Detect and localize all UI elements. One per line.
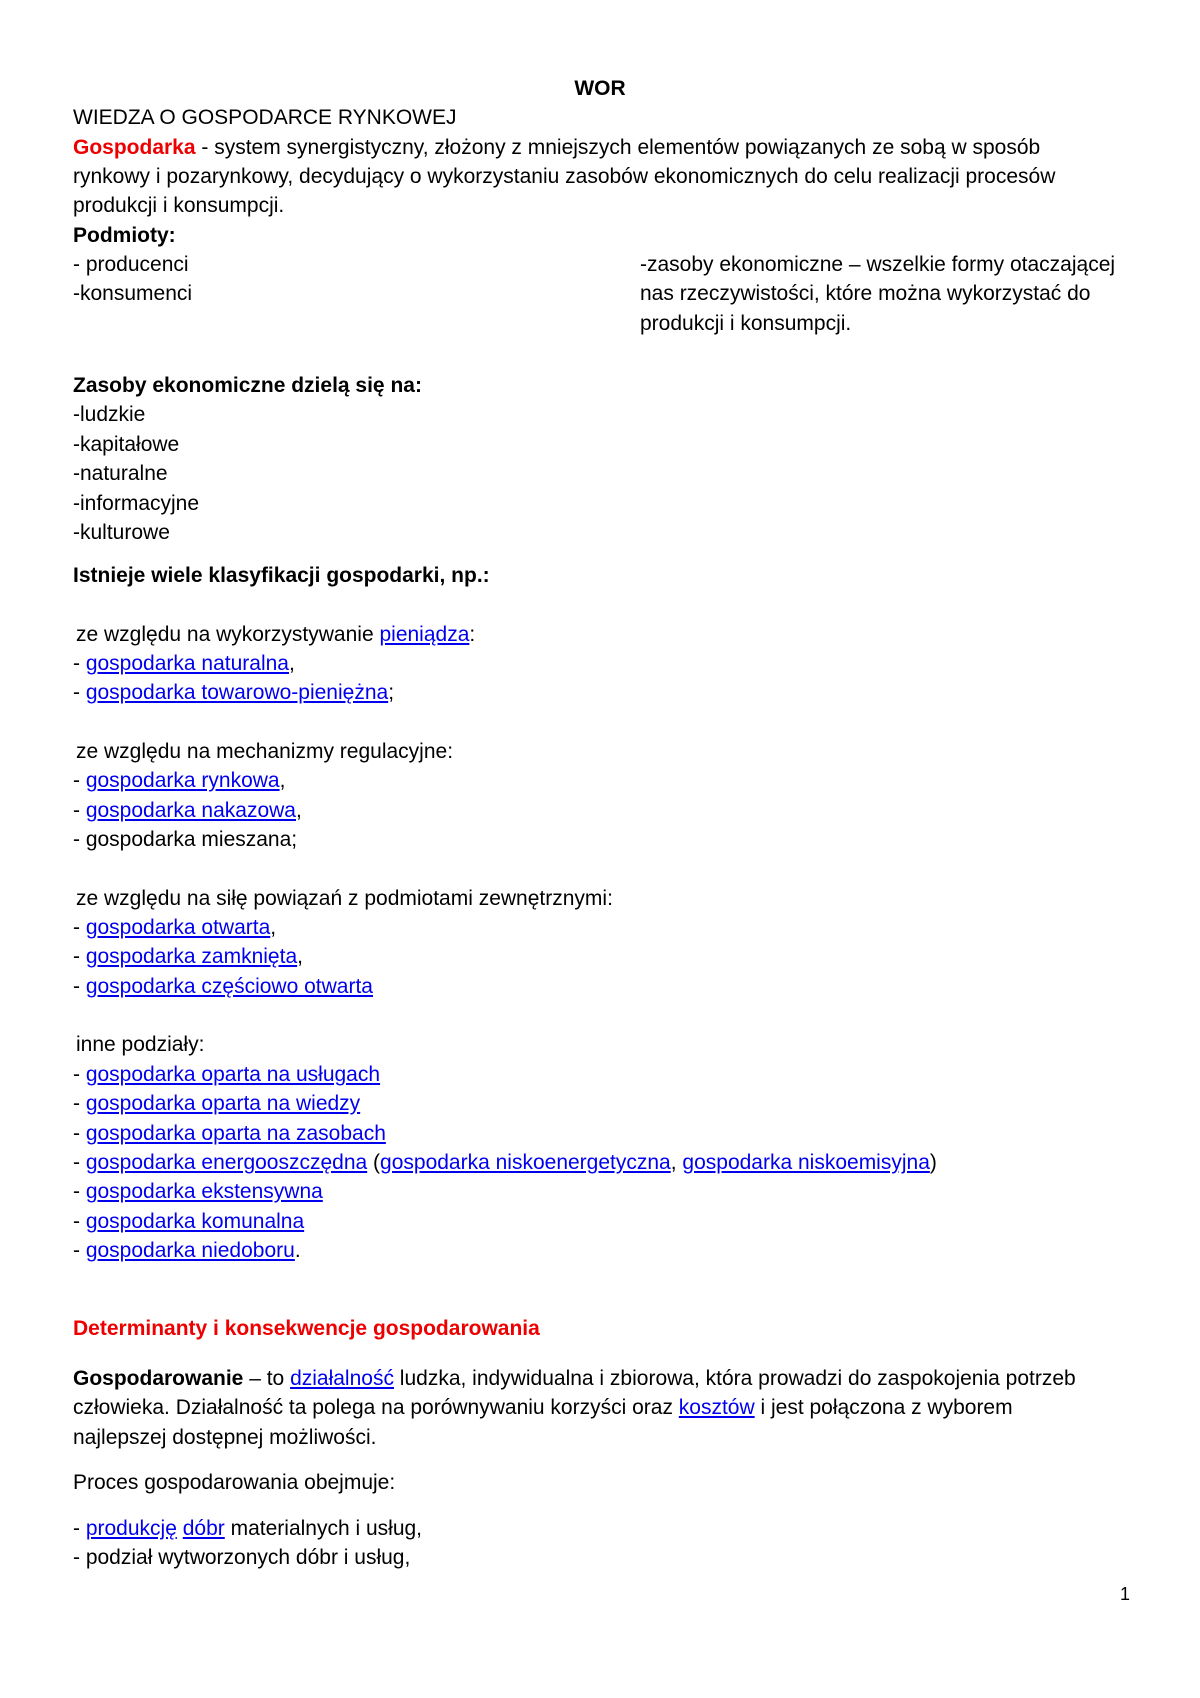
dash: -: [73, 1092, 86, 1115]
text: materialnych i usług,: [224, 1517, 423, 1540]
list-item: [73, 1177, 323, 1206]
punct: ,: [288, 652, 295, 675]
list-item: [73, 1207, 304, 1236]
g1-label: [76, 620, 475, 649]
list-item: [73, 766, 285, 795]
punct: ,: [297, 945, 303, 968]
punct: ,: [279, 769, 286, 792]
list-item: [73, 649, 295, 678]
g3-label: ze względu na siłę powiązań z podmiotami zewnętrznymi:: [76, 887, 613, 910]
list-item: [73, 972, 373, 1001]
list-item: [73, 1089, 360, 1118]
link-gospodarka-nakazowa[interactable]: gospodarka nakazowa: [85, 799, 296, 822]
klasyfikacje-heading: Istnieje wiele klasyfikacji gospodarki, np.:: [73, 564, 490, 587]
link-gospodarka-rynkowa[interactable]: gospodarka rynkowa: [85, 769, 280, 792]
punct: .: [294, 1239, 301, 1262]
paragraph-line-3: najlepszej dostępnej możliwości.: [73, 1426, 377, 1449]
punct: (: [367, 1151, 381, 1174]
punct: ,: [295, 799, 302, 822]
definition-line-2: rynkowy i pozarynkowy, decydujący o wykorzystaniu zasobów ekonomicznych do celu realizacji procesów: [73, 165, 1056, 188]
podmioty-left-1: - producenci: [73, 253, 189, 276]
dash: -: [73, 769, 86, 792]
dash: -: [73, 1063, 86, 1086]
link-gospodarka-naturalna[interactable]: gospodarka naturalna: [85, 652, 289, 675]
link-gospodarka-energooszczedna[interactable]: gospodarka energooszczędna: [85, 1151, 368, 1174]
link-gospodarka-oparta-na-zasobach[interactable]: gospodarka oparta na zasobach: [85, 1122, 386, 1145]
link-gospodarka-czesciowo-otwarta[interactable]: gospodarka częściowo otwarta: [85, 975, 373, 998]
list-item: [73, 1148, 937, 1177]
text: – to: [243, 1367, 291, 1390]
list-item-plain: - podział wytworzonych dóbr i usług,: [73, 1546, 411, 1569]
zasoby-item: -informacyjne: [73, 492, 200, 515]
link-gospodarka-towarowo-pieniezna[interactable]: gospodarka towarowo-pieniężna: [85, 681, 389, 704]
link-gospodarka-ekstensywna[interactable]: gospodarka ekstensywna: [85, 1180, 323, 1203]
list-item: [73, 913, 276, 942]
dash: -: [73, 681, 86, 704]
link-gospodarka-otwarta[interactable]: gospodarka otwarta: [85, 916, 271, 939]
list-item: [73, 1236, 301, 1265]
zasoby-item: -ludzkie: [73, 403, 146, 426]
list-item-plain: - gospodarka mieszana;: [73, 828, 298, 851]
link-gospodarka-oparta-na-uslugach[interactable]: gospodarka oparta na usługach: [85, 1063, 381, 1086]
g2-label: ze względu na mechanizmy regulacyjne:: [76, 740, 454, 763]
dash: -: [73, 1517, 86, 1540]
dash: -: [73, 1180, 86, 1203]
definition-line-1: [73, 133, 1040, 162]
text: człowieka. Działalność ta polega na porównywaniu korzyści oraz: [73, 1396, 679, 1419]
dash: -: [73, 916, 86, 939]
link-gospodarka-zamknieta[interactable]: gospodarka zamknięta: [85, 945, 298, 968]
g4-label: inne podziały:: [76, 1033, 205, 1056]
dash: -: [73, 1151, 86, 1174]
page-number: 1: [1120, 1584, 1131, 1604]
punct: ;: [388, 681, 395, 704]
link-dzialalnosc[interactable]: działalność: [290, 1367, 394, 1390]
link-gospodarka-niskoemisyjna[interactable]: gospodarka niskoemisyjna: [682, 1151, 930, 1174]
punct: ,: [270, 916, 277, 939]
link-pieniadza[interactable]: pieniądza: [379, 623, 470, 646]
dash: -: [73, 799, 86, 822]
gospodarowanie-term: Gospodarowanie: [73, 1367, 244, 1390]
dash: -: [73, 1239, 86, 1262]
link-dobr[interactable]: dóbr: [182, 1517, 225, 1540]
list-item: [73, 1060, 380, 1089]
dash: -: [73, 1122, 86, 1145]
punct: ): [929, 1151, 937, 1174]
podmioty-right-2: nas rzeczywistości, które można wykorzystać do: [640, 282, 1091, 305]
link-gospodarka-komunalna[interactable]: gospodarka komunalna: [85, 1210, 305, 1233]
definition-text-1: - system synergistyczny, złożony z mniejszych elementów powiązanych ze sobą w sposób: [195, 136, 1041, 159]
zasoby-item: -kapitałowe: [73, 433, 180, 456]
document-title: WOR: [574, 77, 626, 100]
podmioty-right-3: produkcji i konsumpcji.: [640, 312, 852, 335]
paragraph-line-2: [73, 1393, 1013, 1422]
dash: -: [73, 1210, 86, 1233]
proces-heading: Proces gospodarowania obejmuje:: [73, 1471, 396, 1494]
list-item: [73, 942, 303, 971]
dash: -: [73, 975, 86, 998]
podmioty-right-1: -zasoby ekonomiczne – wszelkie formy otaczającej: [640, 253, 1116, 276]
podmioty-left-2: -konsumenci: [73, 282, 193, 305]
link-gospodarka-niedoboru[interactable]: gospodarka niedoboru: [85, 1239, 295, 1262]
link-produkcje[interactable]: produkcję: [85, 1517, 177, 1540]
g1-label-post: :: [469, 623, 476, 646]
link-kosztow[interactable]: kosztów: [678, 1396, 755, 1419]
dash: -: [73, 945, 86, 968]
text: ludzka, indywidualna i zbiorowa, która prowadzi do zaspokojenia potrzeb: [393, 1367, 1076, 1390]
dash: -: [73, 652, 86, 675]
link-gospodarka-niskoenergetyczna[interactable]: gospodarka niskoenergetyczna: [380, 1151, 671, 1174]
link-gospodarka-oparta-na-wiedzy[interactable]: gospodarka oparta na wiedzy: [85, 1092, 361, 1115]
zasoby-item: -naturalne: [73, 462, 168, 485]
zasoby-heading: Zasoby ekonomiczne dzielą się na:: [73, 374, 422, 397]
definition-line-3: produkcji i konsumpcji.: [73, 194, 285, 217]
paragraph-line-1: [73, 1364, 1076, 1393]
g1-label-text: ze względu na wykorzystywanie: [76, 623, 380, 646]
list-item: [73, 796, 302, 825]
main-heading: WIEDZA O GOSPODARCE RYNKOWEJ: [73, 106, 457, 129]
list-item: [73, 1119, 386, 1148]
definition-term: Gospodarka: [73, 136, 196, 159]
list-item: [73, 1514, 422, 1543]
punct: ,: [670, 1151, 683, 1174]
list-item: [73, 678, 394, 707]
text: i jest połączona z wyborem: [754, 1396, 1013, 1419]
zasoby-item: -kulturowe: [73, 521, 170, 544]
podmioty-label: Podmioty:: [73, 224, 176, 247]
determinanty-heading: Determinanty i konsekwencje gospodarowania: [73, 1317, 540, 1340]
